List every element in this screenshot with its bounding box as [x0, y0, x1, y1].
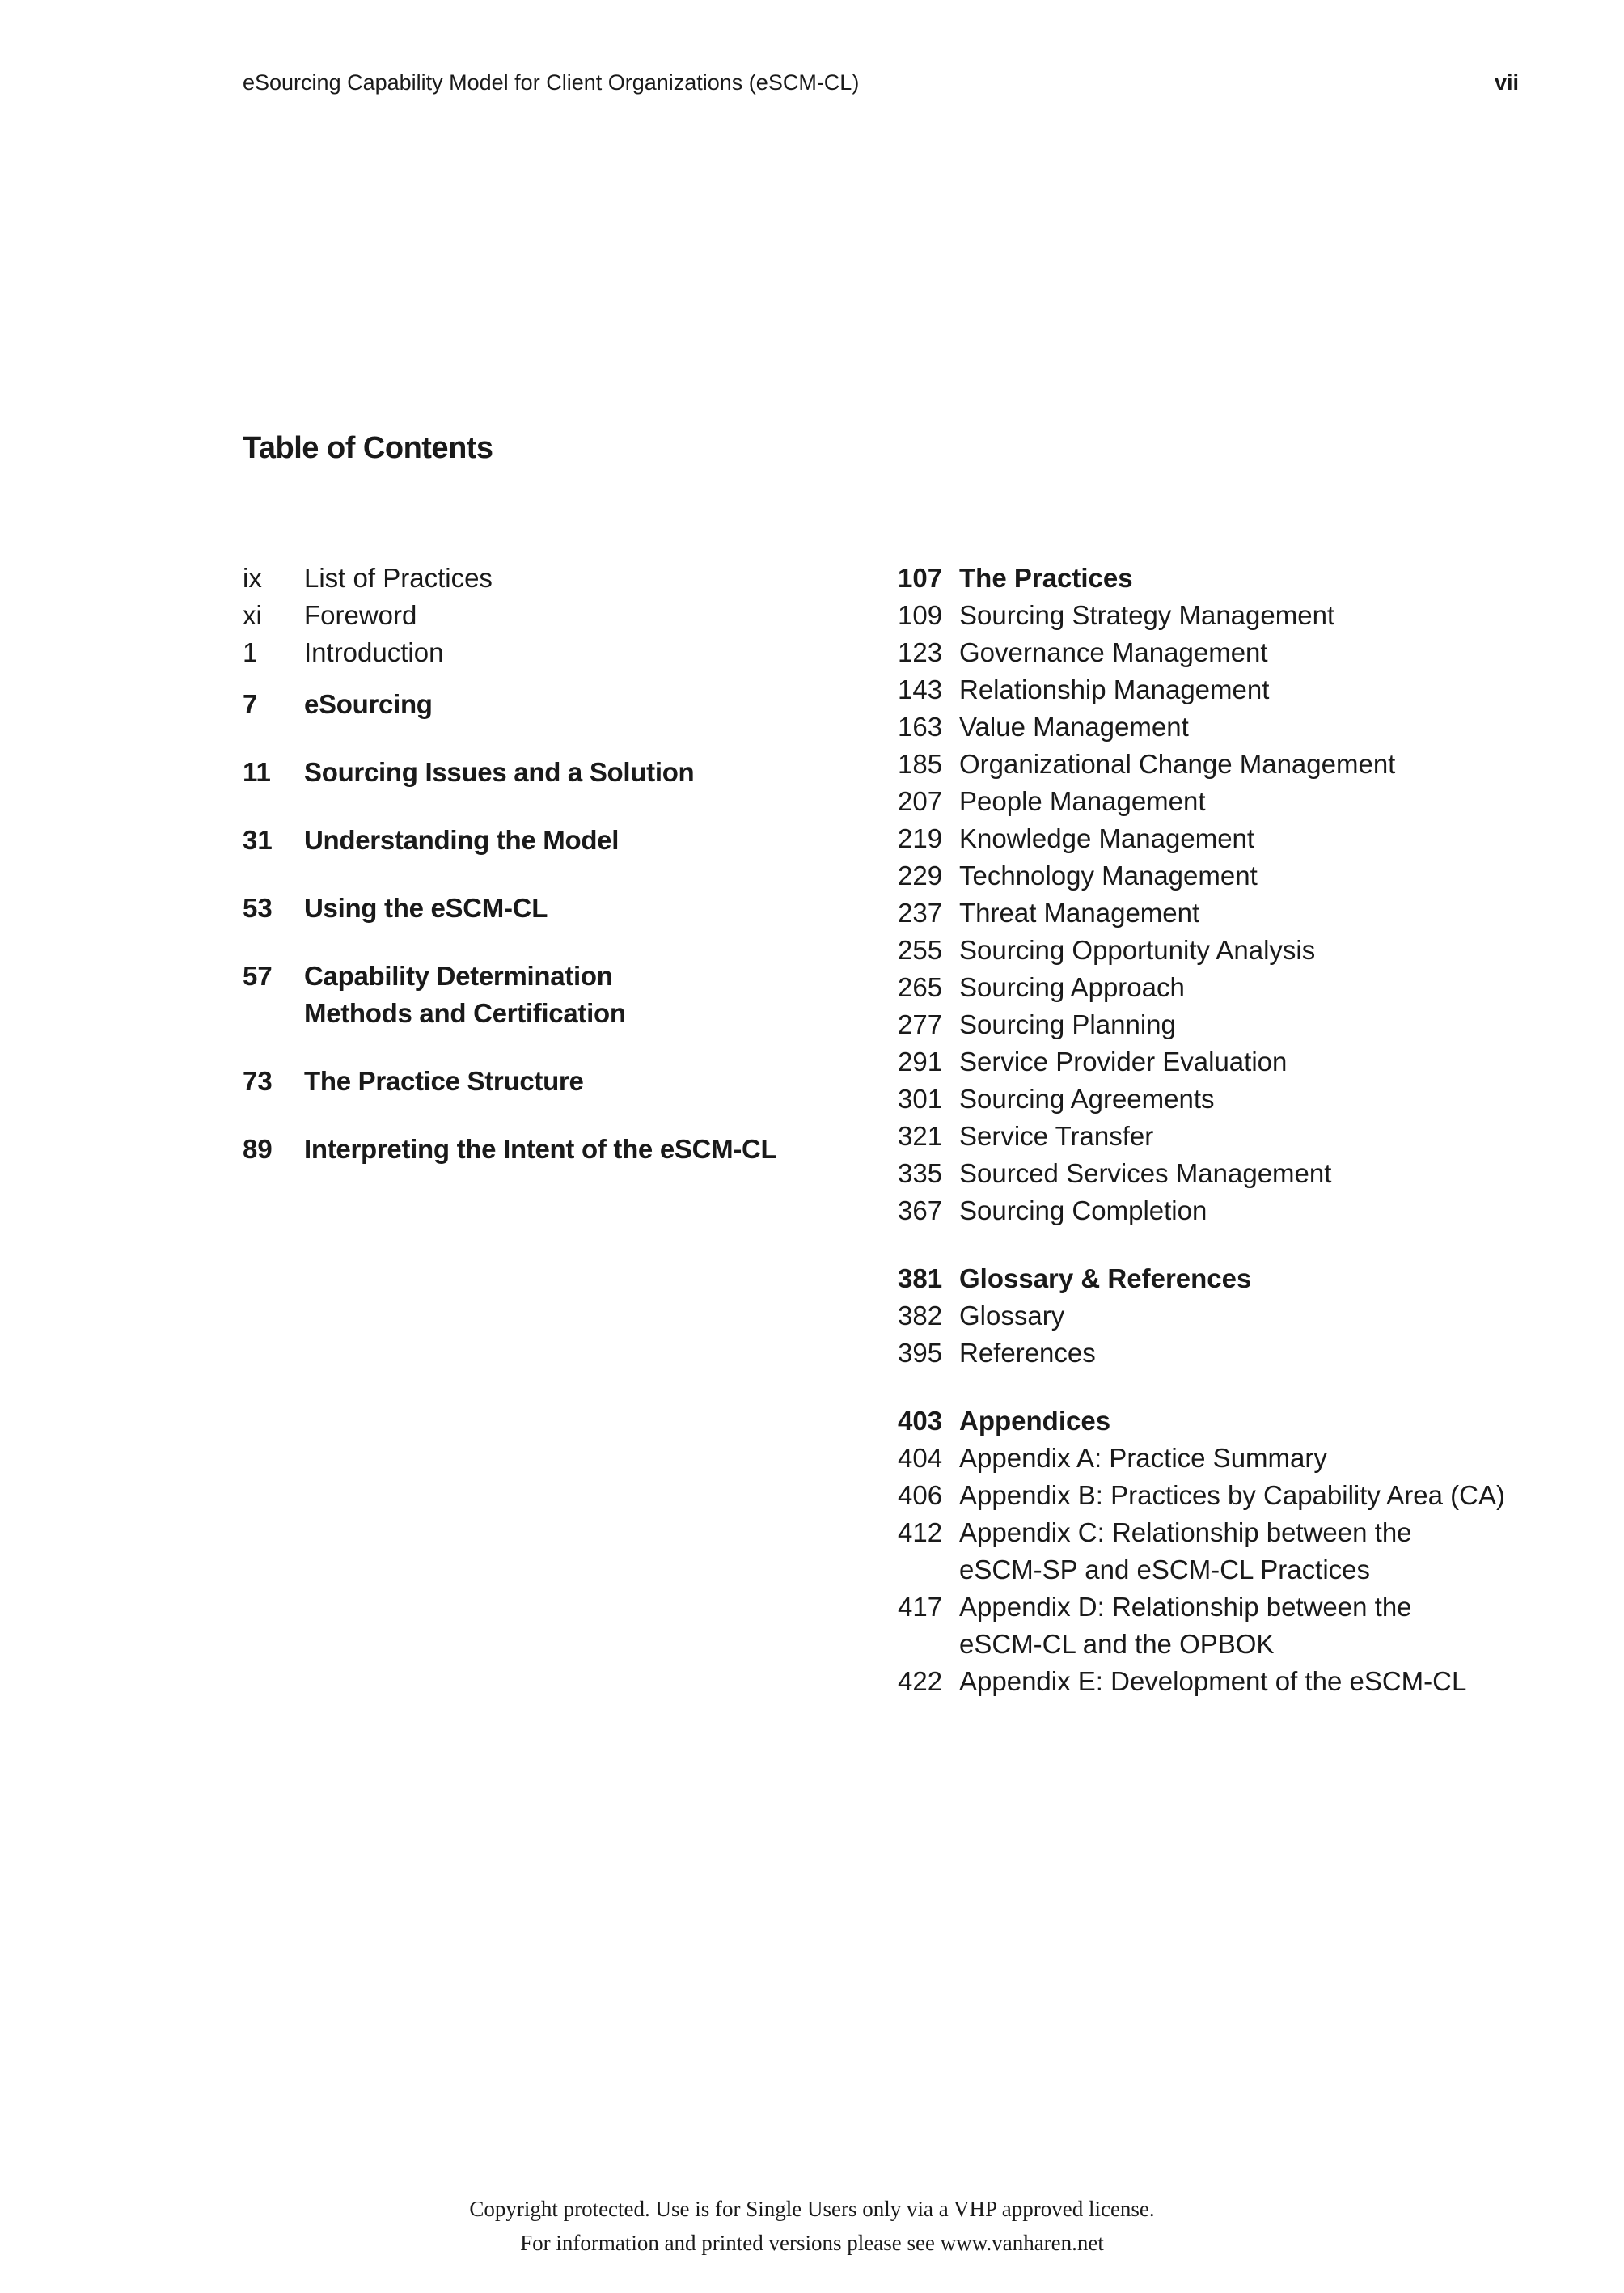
running-header: [243, 66, 1519, 99]
toc-page-number: 123: [898, 637, 943, 667]
toc-entry-label: Capability Determination: [304, 961, 613, 991]
toc-page-number: 237: [898, 898, 943, 928]
toc-page-number: 1: [243, 637, 258, 667]
toc-entry-label: Understanding the Model: [304, 825, 620, 855]
toc-page-number: 382: [898, 1301, 943, 1331]
toc-page-number: 7: [243, 689, 258, 719]
toc-entry-org-change[interactable]: [898, 746, 1529, 783]
toc-entry-sourcing-completion[interactable]: [898, 1192, 1529, 1229]
toc-entry-label-continued: eSCM-SP and eSCM-CL Practices: [959, 1555, 1371, 1584]
toc-entry-opportunity-analysis[interactable]: [898, 932, 1529, 969]
toc-entry-label: Glossary & References: [959, 1263, 1252, 1293]
toc-entry-references[interactable]: [898, 1335, 1529, 1372]
toc-page-number: 406: [898, 1480, 943, 1510]
toc-entry-label: Knowledge Management: [959, 823, 1255, 853]
toc-entry-appendix-c[interactable]: [898, 1514, 1529, 1589]
toc-entry-label: People Management: [959, 786, 1206, 816]
toc-page-number: 163: [898, 712, 943, 742]
toc-page-number: ix: [243, 563, 262, 593]
toc-entry-technology[interactable]: [898, 857, 1529, 895]
toc-page-number: 219: [898, 823, 943, 853]
toc-entry-value[interactable]: [898, 709, 1529, 746]
toc-entry-label: References: [959, 1338, 1096, 1368]
toc-page-number: 73: [243, 1066, 273, 1096]
toc-section-understanding-model[interactable]: [243, 822, 873, 859]
toc-entry-label: Governance Management: [959, 637, 1268, 667]
toc-entry-label: Sourcing Completion: [959, 1195, 1207, 1225]
toc-entry-label: Glossary: [959, 1301, 1065, 1331]
toc-page-number: 207: [898, 786, 943, 816]
toc-entry-label: Sourcing Strategy Management: [959, 600, 1335, 630]
toc-entry-label: Appendix C: Relationship between the: [959, 1517, 1412, 1547]
toc-section-glossary-references[interactable]: [898, 1260, 1529, 1297]
toc-entry-knowledge[interactable]: [898, 820, 1529, 857]
toc-page-number: 57: [243, 961, 273, 991]
toc-entry-glossary[interactable]: [898, 1297, 1529, 1335]
toc-page-number: 229: [898, 861, 943, 891]
toc-left-column: [243, 560, 873, 1168]
toc-entry-label: List of Practices: [304, 563, 493, 593]
toc-entry-threat[interactable]: [898, 895, 1529, 932]
toc-entry-relationship[interactable]: [898, 671, 1529, 709]
toc-entry-label: Service Transfer: [959, 1121, 1154, 1151]
toc-entry-label: Appendix D: Relationship between the: [959, 1592, 1412, 1622]
toc-entry-label: Appendix A: Practice Summary: [959, 1443, 1327, 1473]
toc-page-number: xi: [243, 600, 262, 630]
toc-page-number: 31: [243, 825, 273, 855]
toc-entry-governance[interactable]: [898, 634, 1529, 671]
publisher-info: For information and printed versions please see www.vanharen.net: [520, 2231, 1104, 2255]
toc-section-esourcing[interactable]: [243, 686, 873, 723]
toc-page-number: 381: [898, 1263, 943, 1293]
toc-entry-label: Appendix B: Practices by Capability Area (CA): [959, 1480, 1505, 1510]
toc-entry-label: Sourcing Issues and a Solution: [304, 757, 695, 787]
toc-page-number: 109: [898, 600, 943, 630]
toc-section-appendices[interactable]: [898, 1402, 1529, 1440]
toc-entry-sourcing-strategy[interactable]: [898, 597, 1529, 634]
toc-entry-label-continued: Methods and Certification: [304, 998, 626, 1028]
toc-entry-label: Sourcing Approach: [959, 972, 1185, 1002]
toc-entry-label: Threat Management: [959, 898, 1200, 928]
toc-entry-appendix-e[interactable]: [898, 1663, 1529, 1700]
toc-entry-label: Relationship Management: [959, 675, 1270, 704]
running-title: eSourcing Capability Model for Client Organizations (eSCM-CL): [243, 70, 860, 95]
toc-entry-appendix-d[interactable]: [898, 1589, 1529, 1663]
toc-page-number: 422: [898, 1666, 943, 1696]
toc-entry-sourcing-agreements[interactable]: [898, 1081, 1529, 1118]
toc-right-column: [898, 560, 1529, 1700]
toc-entry-label: Value Management: [959, 712, 1189, 742]
toc-section-capability-determination[interactable]: [243, 958, 873, 1032]
toc-page-number: 11: [243, 757, 271, 787]
toc-entry-label: Appendix E: Development of the eSCM-CL: [959, 1666, 1467, 1696]
toc-entry-label: Sourcing Opportunity Analysis: [959, 935, 1316, 965]
toc-section-the-practices[interactable]: [898, 560, 1529, 597]
toc-entry-label: The Practices: [959, 563, 1133, 593]
page-number: vii: [1494, 70, 1519, 95]
toc-page-number: 367: [898, 1195, 943, 1225]
toc-page-number: 265: [898, 972, 943, 1002]
toc-entry-label: Sourcing Agreements: [959, 1084, 1215, 1114]
toc-section-practice-structure[interactable]: [243, 1063, 873, 1100]
toc-title: Table of Contents: [243, 431, 493, 465]
toc-page-number: 417: [898, 1592, 943, 1622]
toc-entry-label: Interpreting the Intent of the eSCM-CL: [304, 1134, 777, 1164]
toc-entry-foreword[interactable]: [243, 597, 873, 634]
toc-page-number: 335: [898, 1158, 943, 1188]
toc-entry-list-of-practices[interactable]: [243, 560, 873, 597]
toc-entry-label: Foreword: [304, 600, 417, 630]
toc-page-number: 404: [898, 1443, 943, 1473]
toc-entry-label: Using the eSCM-CL: [304, 893, 548, 923]
toc-page-number: 301: [898, 1084, 943, 1114]
toc-entry-people[interactable]: [898, 783, 1529, 820]
toc-entry-label-continued: eSCM-CL and the OPBOK: [959, 1629, 1275, 1659]
copyright-notice: Copyright protected. Use is for Single Users only via a VHP approved license.: [469, 2197, 1155, 2221]
toc-entry-label: Technology Management: [959, 861, 1258, 891]
toc-page-number: 53: [243, 893, 273, 923]
toc-entry-label: Sourced Services Management: [959, 1158, 1332, 1188]
toc-entry-service-transfer[interactable]: [898, 1118, 1529, 1155]
toc-entry-appendix-b[interactable]: [898, 1477, 1529, 1514]
toc-page-number: 395: [898, 1338, 943, 1368]
toc-entry-label: eSourcing: [304, 689, 433, 719]
toc-entry-label: Introduction: [304, 637, 444, 667]
toc-page-number: 107: [898, 563, 943, 593]
toc-entry-introduction[interactable]: [243, 634, 873, 671]
toc-section-sourcing-issues[interactable]: [243, 754, 873, 791]
toc-page-number: 89: [243, 1134, 273, 1164]
toc-entry-appendix-a[interactable]: [898, 1440, 1529, 1477]
toc-entry-label: The Practice Structure: [304, 1066, 584, 1096]
toc-page-number: 412: [898, 1517, 943, 1547]
toc-entry-label: Organizational Change Management: [959, 749, 1396, 779]
toc-entry-label: Appendices: [959, 1406, 1111, 1436]
toc-entry-provider-evaluation[interactable]: [898, 1043, 1529, 1081]
toc-page-number: 321: [898, 1121, 943, 1151]
toc-entry-label: Service Provider Evaluation: [959, 1047, 1288, 1077]
toc-section-using-escm-cl[interactable]: [243, 890, 873, 927]
toc-entry-sourcing-approach[interactable]: [898, 969, 1529, 1006]
toc-entry-label: Sourcing Planning: [959, 1009, 1176, 1039]
toc-section-interpreting-intent[interactable]: [243, 1131, 873, 1168]
toc-page-number: 143: [898, 675, 943, 704]
toc-page-number: 255: [898, 935, 943, 965]
toc-page-number: 277: [898, 1009, 943, 1039]
toc-page-number: 403: [898, 1406, 943, 1436]
toc-entry-sourcing-planning[interactable]: [898, 1006, 1529, 1043]
toc-page-number: 185: [898, 749, 943, 779]
toc-page-number: 291: [898, 1047, 943, 1077]
toc-entry-sourced-services[interactable]: [898, 1155, 1529, 1192]
